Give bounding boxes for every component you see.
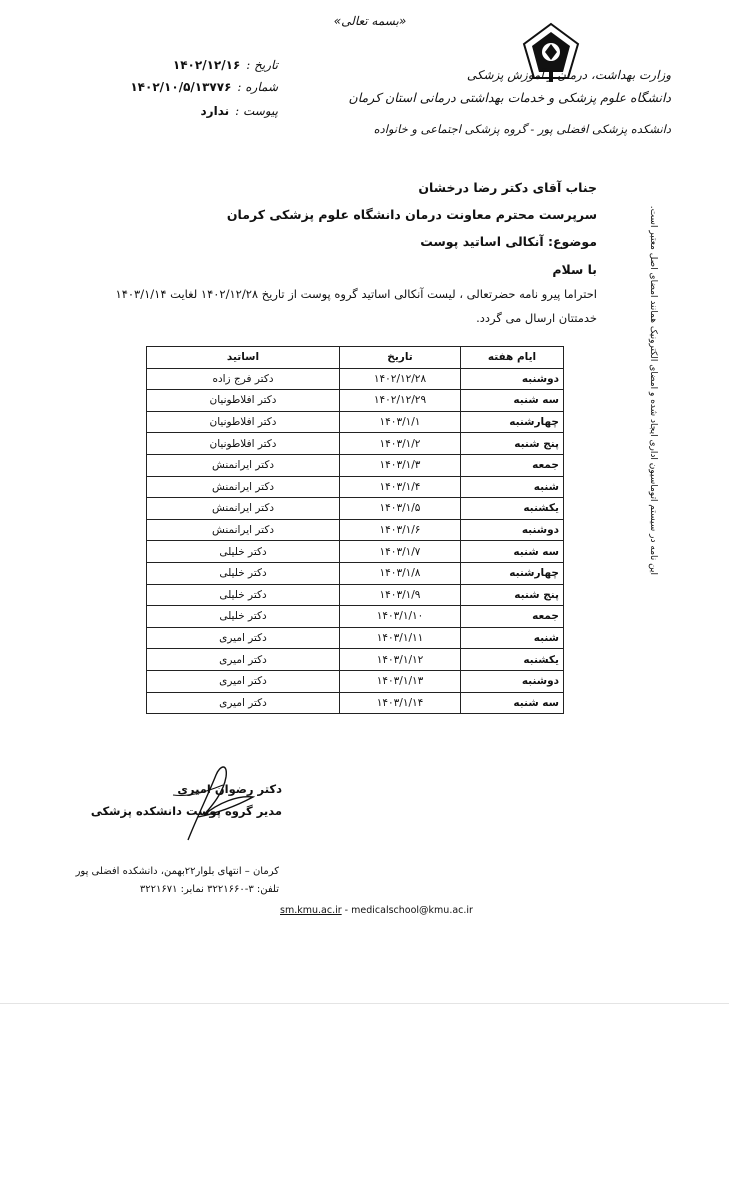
- number-label: شماره :: [237, 80, 278, 94]
- row-professor: دکتر خلیلی: [147, 562, 340, 584]
- table-row: [147, 433, 564, 455]
- letter-subject: موضوع: آنکالی اساتید پوست: [420, 234, 597, 249]
- row-date: ۱۴۰۳/۱/۱: [340, 411, 461, 433]
- row-professor: دکتر ایرانمنش: [147, 454, 340, 476]
- table-row: [147, 562, 564, 584]
- row-professor: دکتر افلاطونیان: [147, 390, 340, 412]
- table-row: [147, 670, 564, 692]
- table-header-row: [147, 347, 564, 369]
- table-row: [147, 584, 564, 606]
- footer-website-link[interactable]: sm.kmu.ac.ir: [280, 905, 342, 916]
- row-day: شنبه: [461, 627, 564, 649]
- row-day: جمعه: [461, 454, 564, 476]
- row-professor: دکتر افلاطونیان: [147, 411, 340, 433]
- bismillah-heading: «بسمه تعالی»: [333, 14, 407, 28]
- row-day: یکشنبه: [461, 498, 564, 520]
- row-professor: دکتر فرج زاده: [147, 368, 340, 390]
- attachment-row: [128, 104, 278, 118]
- row-date: ۱۴۰۳/۱/۴: [340, 476, 461, 498]
- row-date: ۱۴۰۳/۱/۵: [340, 498, 461, 520]
- row-day: پنج شنبه: [461, 584, 564, 606]
- table-row: [147, 476, 564, 498]
- row-professor: دکتر افلاطونیان: [147, 433, 340, 455]
- recipient-title: سرپرست محترم معاونت درمان دانشگاه علوم پزشکی کرمان: [226, 207, 597, 222]
- header-professor: اساتید: [147, 347, 340, 369]
- row-day: چهارشنبه: [461, 411, 564, 433]
- row-date: ۱۴۰۲/۱۲/۲۹: [340, 390, 461, 412]
- body-text-line-1: احتراما پیرو نامه حضرتعالی ، لیست آنکالی اساتید گروه پوست از تاریخ ۱۴۰۲/۱۲/۲۸ لغایت ۱۴۰۳/۱/۱۴: [115, 287, 597, 301]
- table-row: [147, 627, 564, 649]
- header-day: ایام هفته: [461, 347, 564, 369]
- recipient-name: جناب آقای دکتر رضا درخشان: [418, 180, 597, 195]
- footer-email[interactable]: medicalschool@kmu.ac.ir: [351, 905, 473, 916]
- row-day: دوشنبه: [461, 519, 564, 541]
- row-professor: دکتر امیری: [147, 692, 340, 714]
- row-professor: دکتر خلیلی: [147, 606, 340, 628]
- row-professor: دکتر امیری: [147, 649, 340, 671]
- footer-links: [280, 905, 473, 916]
- handwritten-signature-icon: [168, 755, 268, 845]
- table-row: [147, 649, 564, 671]
- greeting: با سلام: [552, 262, 597, 277]
- row-date: ۱۴۰۳/۱/۹: [340, 584, 461, 606]
- signatory-title: مدیر گروه پوست دانشکده پزشکی: [90, 804, 282, 818]
- row-date: ۱۴۰۳/۱/۱۴: [340, 692, 461, 714]
- row-day: پنج شنبه: [461, 433, 564, 455]
- row-professor: دکتر ایرانمنش: [147, 519, 340, 541]
- row-date: ۱۴۰۳/۱/۱۱: [340, 627, 461, 649]
- letter-date-row: [128, 58, 278, 72]
- org-line-ministry: وزارت بهداشت، درمان و آموزش پزشکی: [466, 68, 671, 82]
- table-row: [147, 454, 564, 476]
- row-date: ۱۴۰۳/۱/۶: [340, 519, 461, 541]
- row-professor: دکتر امیری: [147, 670, 340, 692]
- footer-address: کرمان – انتهای بلوار۲۲بهمن، دانشکده افضلی پور: [75, 866, 279, 877]
- row-professor: دکتر خلیلی: [147, 541, 340, 563]
- row-day: شنبه: [461, 476, 564, 498]
- org-line-university: دانشگاه علوم پزشکی و خدمات بهداشتی درمانی استان کرمان: [348, 90, 671, 105]
- row-professor: دکتر ایرانمنش: [147, 476, 340, 498]
- row-day: سه شنبه: [461, 541, 564, 563]
- row-day: سه شنبه: [461, 692, 564, 714]
- table-row: [147, 519, 564, 541]
- row-day: جمعه: [461, 606, 564, 628]
- row-date: ۱۴۰۳/۱/۳: [340, 454, 461, 476]
- row-date: ۱۴۰۳/۱/۷: [340, 541, 461, 563]
- row-day: دوشنبه: [461, 670, 564, 692]
- row-date: ۱۴۰۳/۱/۲: [340, 433, 461, 455]
- footer-phone: تلفن: ۳-۳۲۲۱۶۶۰ نمابر: ۳۲۲۱۶۷۱: [139, 884, 279, 895]
- row-day: دوشنبه: [461, 368, 564, 390]
- row-day: چهارشنبه: [461, 562, 564, 584]
- row-date: ۱۴۰۲/۱۲/۲۸: [340, 368, 461, 390]
- table-row: [147, 541, 564, 563]
- header-date: تاریخ: [340, 347, 461, 369]
- row-professor: دکتر امیری: [147, 627, 340, 649]
- date-label: تاریخ :: [246, 58, 278, 72]
- letter-number-row: [128, 80, 278, 94]
- table-row: [147, 390, 564, 412]
- oncall-schedule-table: [146, 346, 564, 714]
- electronic-signature-note: این نامه در سیستم اتوماسیون اداری ایجاد شده و امضای الکترونیک همانند امضای اصل معتبر است.: [648, 205, 658, 575]
- number-value: ۱۴۰۲/۱۰/۵/۱۳۷۷۶: [130, 80, 232, 94]
- row-day: یکشنبه: [461, 649, 564, 671]
- body-text-line-2: خدمتتان ارسال می گردد.: [476, 311, 597, 325]
- signatory-name: دکتر رضوان امیری: [177, 782, 282, 796]
- row-date: ۱۴۰۳/۱/۱۲: [340, 649, 461, 671]
- row-professor: دکتر خلیلی: [147, 584, 340, 606]
- row-professor: دکتر ایرانمنش: [147, 498, 340, 520]
- org-line-faculty: دانشکده پزشکی افضلی پور - گروه پزشکی اجتماعی و خانواده: [373, 122, 671, 136]
- attachment-label: پیوست :: [235, 104, 278, 118]
- attachment-value: ندارد: [200, 104, 230, 118]
- row-date: ۱۴۰۳/۱/۸: [340, 562, 461, 584]
- table-row: [147, 498, 564, 520]
- row-day: سه شنبه: [461, 390, 564, 412]
- row-date: ۱۴۰۳/۱/۱۳: [340, 670, 461, 692]
- table-row: [147, 368, 564, 390]
- table-row: [147, 411, 564, 433]
- row-date: ۱۴۰۳/۱/۱۰: [340, 606, 461, 628]
- date-value: ۱۴۰۲/۱۲/۱۶: [172, 58, 241, 72]
- table-row: [147, 606, 564, 628]
- footer-separator: -: [344, 905, 349, 916]
- table-row: [147, 692, 564, 714]
